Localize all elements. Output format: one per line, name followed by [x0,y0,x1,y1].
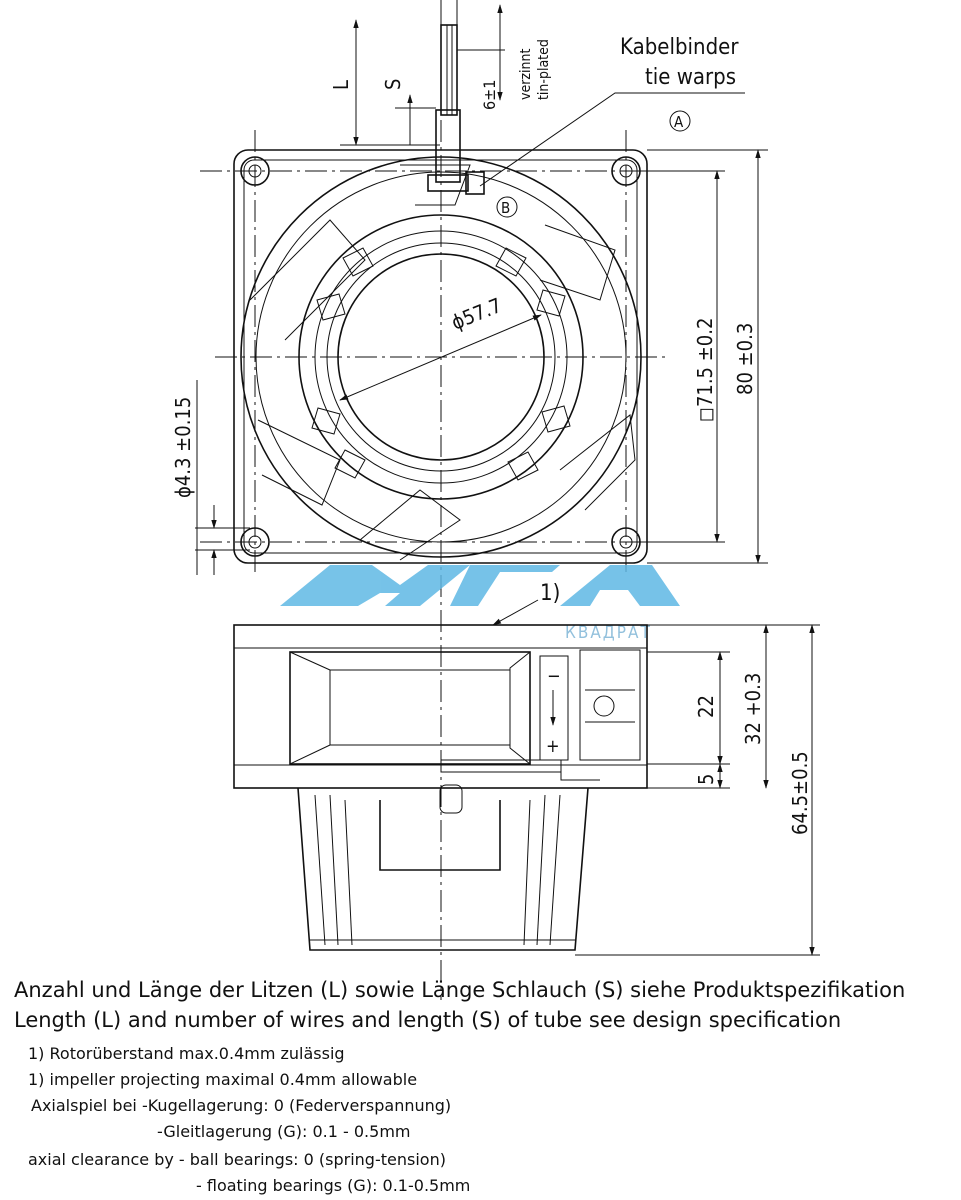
note-line-3: 1) Rotorüberstand max.0.4mm zulässig [28,1044,345,1063]
note-line-8: - floating bearings (G): 0.1-0.5mm [196,1176,471,1195]
note-line-6: -Gleitlagerung (G): 0.1 - 0.5mm [157,1122,411,1141]
dim-6-label: 6±1 [480,79,499,110]
polarity-plus: + [546,736,560,757]
note-ref: 1) [540,581,561,606]
watermark [280,565,680,643]
note-line-1: Anzahl und Länge der Litzen (L) sowie Länge Schlauch (S) siehe Produktspezifikation [14,978,906,1002]
side-view [234,581,820,955]
watermark-logo [280,565,470,606]
dim-hole-spacing: ◻71.5 ±0.2 [693,317,717,422]
marker-B: B [501,199,511,217]
dia-hole-label: ϕ4.3 ±0.15 [171,396,195,498]
polarity-minus: − [547,666,561,687]
top-view [171,0,768,1000]
note-line-2: Length (L) and number of wires and length (S) of tube see design specification [14,1008,842,1032]
note-line-5: Axialspiel bei -Kugellagerung: 0 (Federverspannung) [31,1096,452,1115]
watermark-sub: КВАДРАТ [565,623,652,643]
tin-de-label: verzinnt [518,48,534,100]
motor-body [298,785,588,950]
dim-5: 5 [694,773,718,785]
note-line-7: axial clearance by - ball bearings: 0 (spring-tension) [28,1150,446,1169]
dim-frame: 80 ±0.3 [733,322,757,395]
tin-en-label: tin-plated [536,39,552,100]
marker-A: A [674,113,684,131]
cable-binder-de: Kabelbinder [620,35,739,60]
dia-hub-label: ϕ57.7 [447,292,506,335]
note-line-4: 1) impeller projecting maximal 0.4mm allowable [28,1070,418,1089]
dim-total: 64.5±0.5 [788,751,812,835]
dim-L-label: L [329,79,353,90]
cable-binder-en: tie warps [645,65,737,90]
dim-S-label: S [381,78,405,90]
dim-32: 32 +0.3 [741,672,765,745]
dim-22: 22 [694,695,718,718]
